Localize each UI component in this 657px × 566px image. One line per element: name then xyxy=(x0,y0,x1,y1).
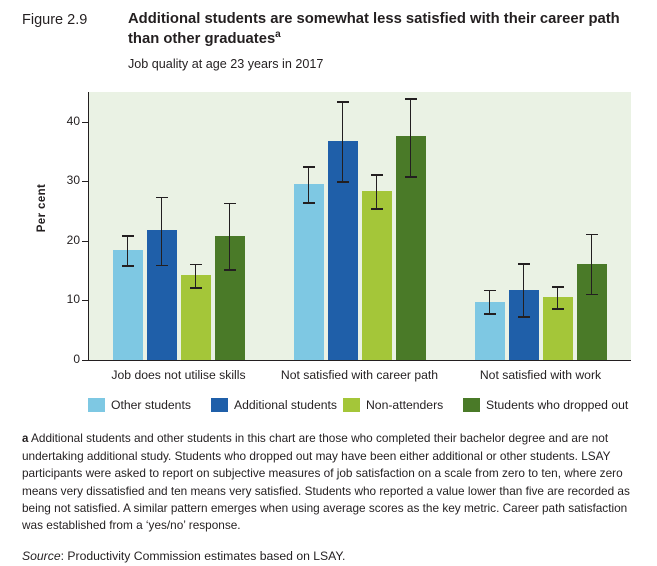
error-bar-cap xyxy=(337,181,349,183)
x-axis-label: Not satisfied with career path xyxy=(280,368,439,382)
legend-swatch xyxy=(343,398,360,412)
legend-swatch xyxy=(211,398,228,412)
error-bar xyxy=(557,286,559,308)
source-text: : Productivity Commission estimates based on LSAY. xyxy=(60,548,346,563)
legend-label: Non-attenders xyxy=(366,398,444,412)
error-bar-cap xyxy=(552,308,564,310)
bars-layer xyxy=(88,92,631,360)
y-tick-label: 20 xyxy=(66,232,80,247)
error-bar-cap xyxy=(484,313,496,315)
y-tick-label: 10 xyxy=(66,292,80,307)
error-bar-cap xyxy=(303,166,315,168)
legend-item xyxy=(88,396,191,414)
legend-item xyxy=(343,396,443,414)
error-bar-cap xyxy=(303,202,315,204)
error-bar xyxy=(591,234,593,294)
legend-label: Other students xyxy=(111,398,191,412)
error-bar xyxy=(127,235,129,265)
title-footnote-marker: a xyxy=(275,28,281,40)
title-block xyxy=(128,10,628,71)
error-bar-cap xyxy=(484,290,496,292)
error-bar-cap xyxy=(156,197,168,199)
legend-swatch xyxy=(463,398,480,412)
y-tick-label: 40 xyxy=(66,113,80,128)
error-bar-cap xyxy=(337,101,349,103)
y-axis-title: Per cent xyxy=(36,183,48,233)
figure-title-text: Additional students are somewhat less satisfied with their career path than other graduates xyxy=(128,11,620,47)
error-bar xyxy=(161,197,163,265)
error-bar xyxy=(195,264,197,288)
error-bar-cap xyxy=(224,269,236,271)
legend xyxy=(88,396,628,416)
y-tick-label: 0 xyxy=(73,352,80,366)
error-bar-cap xyxy=(156,265,168,267)
chart xyxy=(22,92,637,412)
error-bar-cap xyxy=(586,234,598,236)
source-label: Source xyxy=(22,548,61,563)
figure-number: Figure 2.9 xyxy=(22,12,88,28)
legend-item xyxy=(463,396,628,414)
source-line xyxy=(22,548,638,566)
error-bar-cap xyxy=(552,286,564,288)
error-bar-cap xyxy=(122,235,134,237)
figure-subtitle: Job quality at age 23 years in 2017 xyxy=(128,57,324,72)
error-bar xyxy=(229,203,231,270)
x-axis-line xyxy=(88,360,631,361)
error-bar-cap xyxy=(190,287,202,289)
legend-label: Additional students xyxy=(234,398,337,412)
error-bar-cap xyxy=(371,208,383,210)
legend-label: Students who dropped out xyxy=(486,398,629,412)
error-bar xyxy=(489,290,491,313)
error-bar xyxy=(342,101,344,181)
legend-item xyxy=(211,396,337,414)
page-title xyxy=(128,10,628,49)
x-axis-label: Job does not utilise skills xyxy=(111,368,246,382)
footnote-text: Additional students and other students in this chart are those who completed their bachelor degree and are not undertaking additional study. Students who dropped out may have been either additional or other students. LSAY participants were asked to report on subjective measures of job satisfaction on a scale from zero to ten, where zero means very dissatisfied and ten means very satisfied. Students who reported a value lower than five are recorded as being not satisfied. A similar pattern emerges when using average scores as the key metric. Career path satisfaction was established from a ‘yes/no’ response. xyxy=(22,431,630,533)
error-bar-cap xyxy=(518,316,530,318)
error-bar-cap xyxy=(122,265,134,267)
error-bar xyxy=(523,263,525,316)
error-bar-cap xyxy=(190,264,202,266)
error-bar-cap xyxy=(518,263,530,265)
error-bar-cap xyxy=(586,294,598,296)
bar xyxy=(294,184,324,360)
footnote-marker: a xyxy=(22,433,29,445)
y-tick-mark xyxy=(82,360,88,361)
error-bar xyxy=(376,174,378,208)
footnote-a xyxy=(22,430,638,535)
error-bar-cap xyxy=(405,176,417,178)
error-bar-cap xyxy=(405,98,417,100)
footnotes xyxy=(22,430,638,565)
bar xyxy=(362,191,392,360)
error-bar xyxy=(410,98,412,176)
x-axis-label: Not satisfied with work xyxy=(479,368,602,382)
y-tick-label: 30 xyxy=(66,173,80,188)
error-bar-cap xyxy=(224,203,236,205)
error-bar xyxy=(308,166,310,202)
error-bar-cap xyxy=(371,174,383,176)
legend-swatch xyxy=(88,398,105,412)
